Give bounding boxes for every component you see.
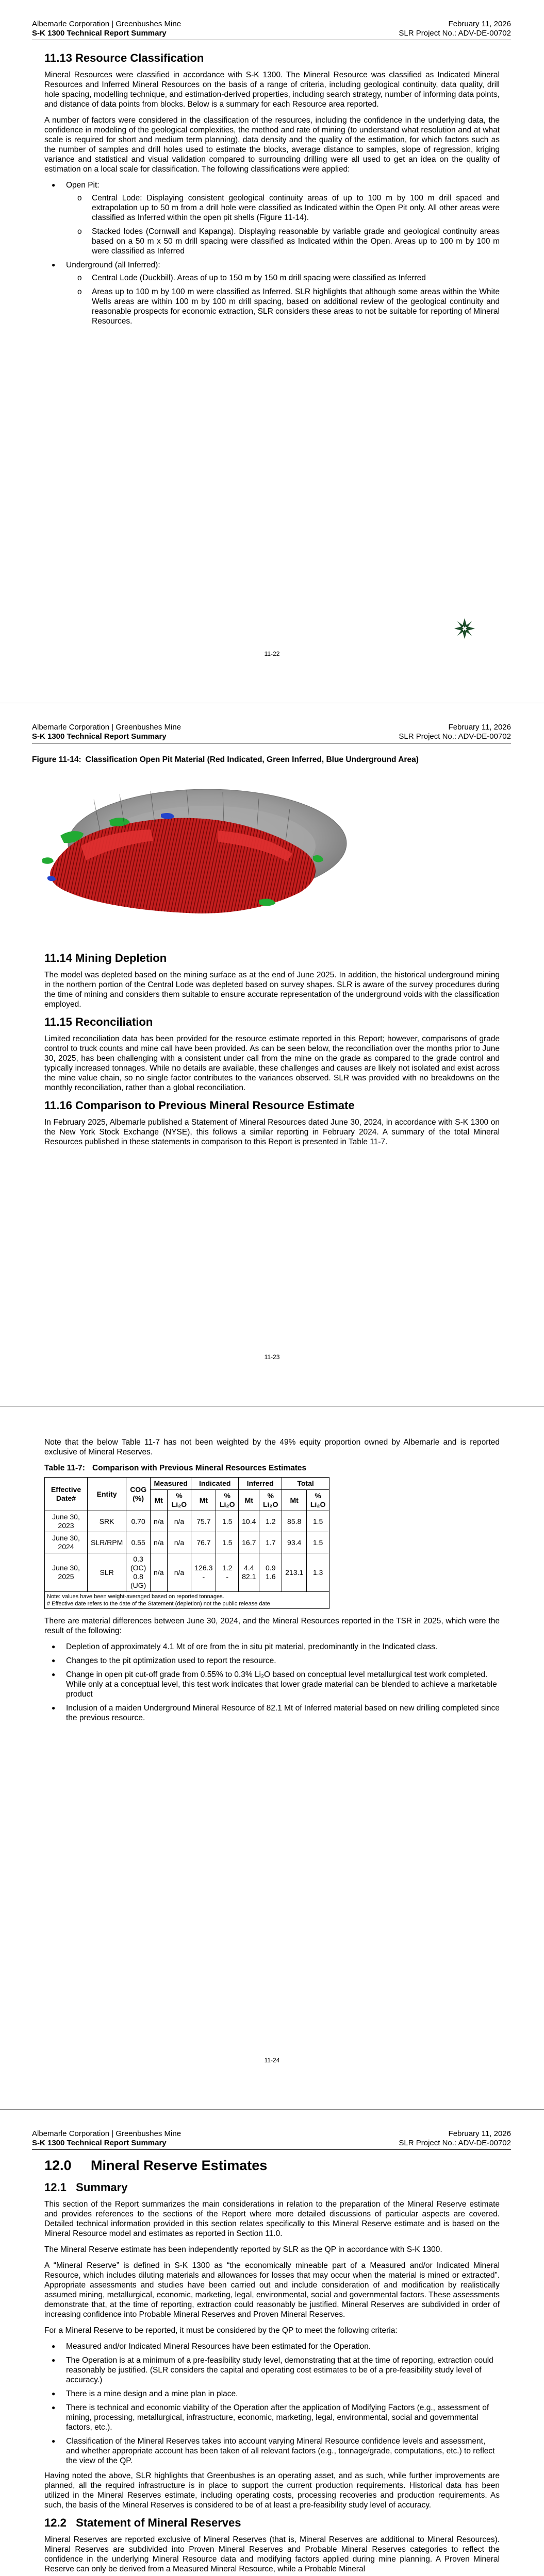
header-date: February 11, 2026 <box>448 723 511 732</box>
page-header <box>32 20 511 40</box>
section-heading-summary: 12.1 Summary <box>44 2181 128 2194</box>
page-11-22 <box>0 0 544 703</box>
list-item: ● Inclusion of a maiden Underground Mineral Resource of 82.1 Mt of Inferred material based on new drilling completed since the previous resource. <box>60 1703 500 1723</box>
section-heading-mining-depletion: 11.14 Mining Depletion <box>44 952 167 964</box>
table-caption: Table 11-7: Comparison with Previous Mineral Resources Estimates <box>44 1464 307 1472</box>
list-item: ● Measured and/or Indicated Mineral Resources have been estimated for the Operation. <box>60 2342 500 2351</box>
classification-3d-figure <box>32 769 352 939</box>
table-row: June 30, 2024 SLR/RPM 0.55 n/a n/a 76.7 1.5 16.7 1.7 93.4 1.5 <box>45 1532 329 1553</box>
list-item: o Stacked lodes (Cornwall and Kapanga). Displaying reasonable by variable grade and geological continuity areas based on a 50 m x 50 m drill spacing were classified as Indicated within the Open. Areas up to 100 m by 100 m were classified as Inferred <box>86 227 500 256</box>
page-11-23 <box>0 703 544 1406</box>
list-item: o Areas up to 100 m by 100 m were classified as Inferred. SLR highlights that although some areas within the White Wells areas are within 100 m by 100 m drill spacing, based on additional review of the geological continuity and reasonable prospects for economic extraction, SLR considers these areas to not be suitable for reporting of Mineral Resources. <box>86 287 500 326</box>
header-date: February 11, 2026 <box>448 20 511 28</box>
resource-comparison-table: Effective Date# Entity COG (%) Measured Indicated Inferred Total Mt % Li₂O Mt % Li₂O Mt % Li₂O Mt % Li₂O June 30, 2023 SRK 0.70 n/a n/a 75.7 1.5 10.4 1.2 85.8 1.5 June 30, 2024 SLR/RPM 0.55 n/a n/a 76.7 1.5 16.7 1.7 93.4 1.5 June 30, 2025 SLR 0.3 (OC) 0.8 (UG) n/a n/a 126.3 - 1.2 - 4.4 82.1 0.9 1.6 213.1 1.3 <box>44 1477 329 1592</box>
page-number: 11-24 <box>264 2057 280 2064</box>
column-header: COG (%) <box>126 1478 151 1511</box>
list-item: ● Changes to the pit optimization used to report the resource. <box>60 1656 500 1666</box>
paragraph: For a Mineral Reserve to be reported, it must be considered by the QP to meet the following criteria: <box>44 2326 398 2335</box>
column-header: Entity <box>88 1478 126 1511</box>
column-header: Indicated <box>191 1478 239 1490</box>
paragraph: Mineral Resources were classified in accordance with S-K 1300. The Mineral Resource was classified as Indicated Mineral Resources and Inferred Mineral Resources on the basis of a range of criteria, including geological continuity, data quality, drill hole spacing, modelling technique, and estimation-derived properties, including search strategy, number of informing data points, and distance of data points from blocks. Below is a summary for each Resource area reported. <box>44 71 500 109</box>
header-project-no: SLR Project No.: ADV-DE-00702 <box>399 2139 511 2147</box>
paragraph: The Mineral Reserve estimate has been independently reported by SLR as the QP in accordance with S-K 1300. <box>44 2245 442 2254</box>
header-project-no: SLR Project No.: ADV-DE-00702 <box>399 29 511 38</box>
differences-list <box>44 1642 500 1723</box>
page-header <box>32 2129 511 2150</box>
table-notes: Note: values have been weight-averaged based on reported tonnages. # Effective date refers to the date of the Statement (depletion) not the public release date <box>44 1592 329 1609</box>
paragraph: The model was depleted based on the mining surface as at the end of June 2025. In addition, the historical underground mining in the northern portion of the Central Lode was depleted based on survey shapes. SLR is aware of the survey procedures during the time of mining and considers them suitable to ensure accurate representation of the underground voids with the classification employed. <box>44 971 500 1009</box>
criteria-list <box>44 2342 500 2466</box>
list-item: o Central Lode (Duckbill). Areas of up to 150 m by 150 m drill spacing were classified as Inferred <box>86 273 500 283</box>
section-heading-comparison: 11.16 Comparison to Previous Mineral Resource Estimate <box>44 1099 355 1112</box>
classification-list <box>44 180 500 326</box>
slr-logo-icon <box>452 616 477 641</box>
figure-caption: Figure 11-14: Classification Open Pit Material (Red Indicated, Green Inferred, Blue Underground Area) <box>32 755 419 764</box>
section-heading-statement: 12.2 Statement of Mineral Reserves <box>44 2516 241 2529</box>
paragraph: A number of factors were considered in the classification of the resources, including the confidence in the underlying data, the confidence in modeling of the geological complexities, the method and rate of mining (to understand what resolution and at what scale is required for short and medium term planning), data density and the quality of the estimation, for which factors such as the number of samples and drill holes used to estimate the blocks, average distance to samples, slope of regression, kriging variance and statistical and visual validation compared to surrounding drilling were all used to get an idea on the quality of estimation on a local scale for classification. The following classifications were applied: <box>44 116 500 174</box>
paragraph: Having noted the above, SLR highlights that Greenbushes is an operating asset, and as such, while further improvements are planned, all the required infrastructure is in place to support the current production requirements. Historical data has been utilized in the Mineral Reserves estimate, including operating costs, processing recoveries and production requirements. As such, the basis of the Mineral Reserves is considered to be of at least a pre-feasibility study level of accuracy. <box>44 2471 500 2510</box>
header-project-no: SLR Project No.: ADV-DE-00702 <box>399 732 511 741</box>
column-header: Inferred <box>239 1478 282 1490</box>
column-header: Effective Date# <box>45 1478 88 1511</box>
list-item: o Central Lode: Displaying consistent geological continuity areas of up to 100 m by 100 m drill spaced and extrapolation up to 50 m from a drill hole were classified as Indicated within the Open Pit only. All other areas were classified as Inferred within the open pit shells (Figure 11-14). <box>86 193 500 223</box>
list-item: ● There is a mine design and a mine plan in place. <box>60 2389 500 2399</box>
page-12-1 <box>0 2110 544 2576</box>
paragraph: Note that the below Table 11-7 has not been weighted by the 49% equity proportion owned by Albemarle and is reported exclusive of Mineral Reserves. <box>44 1438 500 1456</box>
header-company: Albemarle Corporation | Greenbushes Mine <box>32 20 182 28</box>
section-heading-reconciliation: 11.15 Reconciliation <box>44 1015 153 1028</box>
paragraph: A “Mineral Reserve” is defined in S-K 1300 as “the economically mineable part of a Measured and/or Indicated Mineral Resource, which includes diluting materials and allowances for losses that may occur when the material is mined or extracted”. Appropriate assessments and studies have been carried out and include consideration of and modification by realistically assumed mining, metallurgical, economic, marketing, legal, environmental, social and governmental factors. These assessments demonstrate that, at the time of reporting, extraction could reasonably be justified. Mineral Reserves are subdivided in order of increasing confidence into Probable Mineral Reserves and Proven Mineral Reserves. <box>44 2261 500 2319</box>
header-report-type: S-K 1300 Technical Report Summary <box>32 29 167 38</box>
paragraph: In February 2025, Albemarle published a Statement of Mineral Resources dated June 30, 2024, in accordance with S-K 1300 on the New York Stock Exchange (NYSE), this follows a similar reporting in February 2024. A summary of the total Mineral Resources published in these statements in comparison to this Report is presented in Table 11-7. <box>44 1118 500 1146</box>
header-date: February 11, 2026 <box>448 2129 511 2138</box>
list-item: ● There is technical and economic viability of the Operation after the application of Modifying Factors (e.g., assessment of mining, processing, metallurgical, infrastructure, economic, marketing, legal, environmental, social and governmental factors, etc.). <box>60 2403 500 2432</box>
header-company: Albemarle Corporation | Greenbushes Mine <box>32 2129 182 2138</box>
header-report-type: S-K 1300 Technical Report Summary <box>32 2139 167 2147</box>
list-item: ● Classification of the Mineral Reserves takes into account varying Mineral Resource confidence levels and assessment, and whether appropriate account has been taken of all relevant factors (e.g., tonnage/grade, computations, etc.) to reflect the view of the QP. <box>60 2436 500 2466</box>
column-header: Measured <box>151 1478 191 1490</box>
list-item: ● Underground (all Inferred): o Central Lode (Duckbill). Areas of up to 150 m by 150 m drill spacing were classified as Inferred o Areas up to 100 m by 100 m were classified as Inferred. SLR highlights that although some areas within the White Wells areas are within 100 m by 100 m drill spacing, based on additional review of the geological continuity and reasonable prospects for economic extraction, SLR considers these areas to not be suitable for reporting of Mineral Resources. <box>60 260 500 326</box>
paragraph: Limited reconciliation data has been provided for the resource estimate reported in this Report; however, comparisons of grade control to truck counts and mine call have been provided. As can be seen below, the reconciliation over the months prior to June 30, 2025, has been challenging with a consistent under call from the mine on the grade as compared to the grade control and typically increased tonnages. While no details are available, these challenges and causes are likely not isolated and exist across the mine value chain, so no single factor contributes to the variances observed. SLR was provided with no breakdowns on the monthly reconciliation, rather than a global reconciliation. <box>44 1035 500 1092</box>
page-number: 11-22 <box>264 650 280 657</box>
table-row: June 30, 2023 SRK 0.70 n/a n/a 75.7 1.5 10.4 1.2 85.8 1.5 <box>45 1511 329 1532</box>
header-report-type: S-K 1300 Technical Report Summary <box>32 732 167 741</box>
list-item: ● Open Pit: o Central Lode: Displaying consistent geological continuity areas of up to 100 m by 100 m drill spaced and extrapolation up to 50 m from a drill hole were classified as Indicated within the Open Pit only. All other areas were classified as Inferred within the open pit shells (Figure 11-14). o Stacked lodes (Cornwall and Kapanga). Displaying reasonable by variable grade and geological continuity areas based on a 50 m x 50 m drill spacing were classified as Indicated within the Open. Areas up to 100 m by 100 m were classified as Inferred <box>60 180 500 256</box>
paragraph: This section of the Report summarizes the main considerations in relation to the preparation of the Mineral Reserve estimate and provides references to the sections of the Report where more detailed discussions of particular aspects are covered. Detailed technical information provided in this section relates specifically to this Mineral Reserve estimate and is based on the Mineral Resource model and estimates as reported in Section 11.0. <box>44 2200 500 2238</box>
page-number: 11-23 <box>264 1353 280 1361</box>
table-row: June 30, 2025 SLR 0.3 (OC) 0.8 (UG) n/a n/a 126.3 - 1.2 - 4.4 82.1 0.9 1.6 213.1 1.3 <box>45 1553 329 1592</box>
section-heading-resource-classification: 11.13 Resource Classification <box>44 52 204 64</box>
header-company: Albemarle Corporation | Greenbushes Mine <box>32 723 182 732</box>
list-item: ● Change in open pit cut-off grade from 0.55% to 0.3% Li₂O based on conceptual level metallurgical test work completed. While only at a conceptual level, this test work indicates that lower grade material can be blended to achieve a marketable product <box>60 1670 500 1699</box>
paragraph: Mineral Reserves are reported exclusive of Mineral Reserves (that is, Mineral Reserves are additional to Mineral Resources). Mineral Reserves are subdivided into Proven Mineral Reserves and Probable Mineral Reserves categories to reflect the confidence in the underlying Mineral Resource data and modifying factors applied during mine planning. A Proven Mineral Reserve can only be derived from a Measured Mineral Resource, while a Probable Mineral <box>44 2535 500 2573</box>
chapter-heading-mineral-reserve-estimates: 12.0 Mineral Reserve Estimates <box>44 2158 268 2173</box>
page-header <box>32 723 511 743</box>
column-header: Total <box>282 1478 329 1490</box>
list-item: ● Depletion of approximately 4.1 Mt of ore from the in situ pit material, predominantly in the Indicated class. <box>60 1642 500 1652</box>
page-11-24 <box>0 1406 544 2109</box>
list-item: ● The Operation is at a minimum of a pre-feasibility study level, demonstrating that at the time of reporting, extraction could reasonably be justified. (SLR considers the capital and operating cost estimates to be of a pre-feasibility study level of accuracy.) <box>60 2355 500 2385</box>
paragraph: There are material differences between June 30, 2024, and the Mineral Resources reported in the TSR in 2025, which were the result of the following: <box>44 1617 500 1635</box>
